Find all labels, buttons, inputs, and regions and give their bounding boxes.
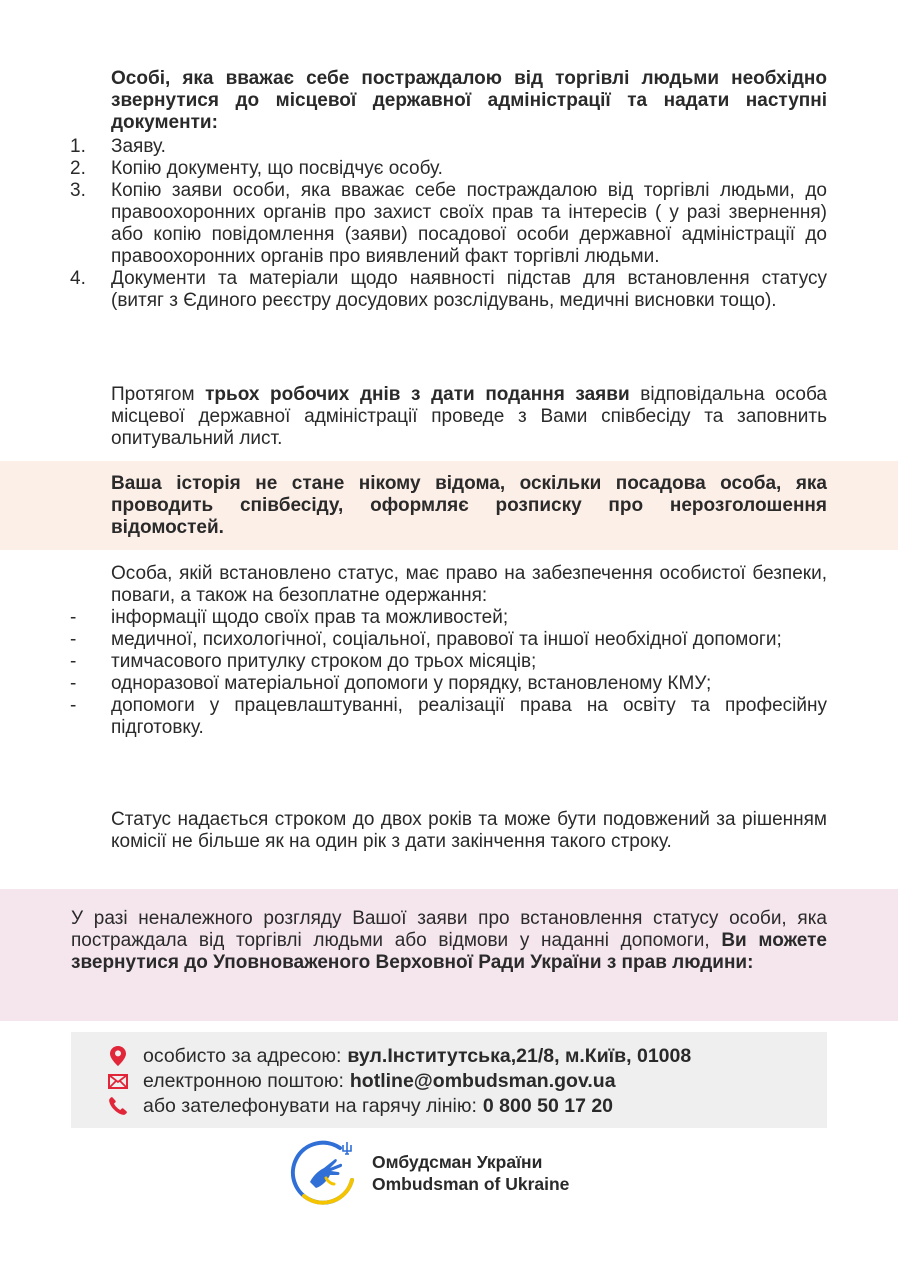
appeal-text: У разі неналежного розгляду Вашої заяви про встановлення статусу особи, яка постраждала від торгівлі людьми або відмови у наданні допомоги, [71, 908, 827, 951]
list-item-text: допомоги у працевлаштуванні, реалізації права на освіту та професійну підготовку. [111, 695, 827, 738]
list-item [0, 673, 827, 695]
contact-value[interactable]: hotline@ombudsman.gov.ua [349, 1070, 616, 1092]
list-number: 2. [70, 158, 86, 179]
contact-value: вул.Інститутська,21/8, м.Київ, 01008 [347, 1045, 692, 1067]
intro-heading: Особі, яка вважає себе постраждалою від торгівлі людьми необхідно звернутися до місцевої державної адміністрації та надати наступні документи: [111, 68, 827, 133]
dash-bullet: - [70, 673, 77, 694]
logo-title-ua: Омбудсман України [372, 1152, 543, 1172]
ombudsman-emblem-icon [290, 1140, 360, 1206]
contact-label: або зателефонувати на гарячу лінію: [143, 1095, 477, 1117]
list-item [0, 136, 827, 158]
list-item-text: тимчасового притулку строком до трьох місяців; [111, 651, 537, 672]
location-pin-icon [107, 1045, 129, 1067]
rights-list [0, 607, 827, 739]
list-item-text: інформації щодо своїх прав та можливостей; [111, 607, 509, 628]
list-item-text: медичної, психологічної, соціальної, правової та іншої необхідної допомоги; [111, 629, 782, 650]
logo-title-en: Ombudsman of Ukraine [372, 1174, 570, 1194]
contact-label: особисто за адресою: [143, 1045, 342, 1067]
contact-value[interactable]: 0 800 50 17 20 [482, 1095, 614, 1117]
dash-bullet: - [70, 651, 77, 672]
interview-text-post: відповідальна особа місцевої державної адміністрації проведе з Вами співбесіду та заповнить опитувальний лист. [111, 384, 827, 449]
list-item [0, 607, 827, 629]
list-item-text: Копію документу, що посвідчує особу. [111, 158, 443, 179]
interview-text-pre: Протягом [111, 384, 206, 405]
contact-address [107, 1044, 691, 1068]
status-term-paragraph: Статус надається строком до двох років та може бути подовжений за рішенням комісії не більше як на один рік з дати закінчення такого строку. [111, 809, 827, 852]
contact-email [107, 1069, 616, 1093]
contact-label: електронною поштою: [143, 1070, 344, 1092]
interview-text-bold: трьох робочих днів з дати подання заяви [205, 384, 630, 405]
dash-bullet: - [70, 695, 77, 716]
contact-phone [107, 1094, 613, 1118]
appeal-text-bold: Ви можете звернутися до Уповноваженого Верховної Ради України з прав людини: [71, 930, 827, 973]
phone-icon [107, 1095, 129, 1117]
list-number: 4. [70, 268, 86, 289]
contact-box [71, 1032, 827, 1128]
list-number: 3. [70, 180, 86, 201]
list-number: 1. [70, 136, 86, 157]
privacy-notice: Ваша історія не стане нікому відома, оскільки посадова особа, яка проводить співбесіду, оформляє розписку про нерозголошення відомостей. [111, 473, 827, 538]
dash-bullet: - [70, 629, 77, 650]
list-item [0, 180, 827, 268]
envelope-icon [107, 1070, 129, 1092]
list-item [0, 629, 827, 651]
list-item [0, 268, 827, 312]
appeal-paragraph [71, 908, 827, 974]
rights-intro: Особа, якій встановлено статус, має право на забезпечення особистої безпеки, поваги, а також на безоплатне одержання: [111, 563, 827, 606]
documents-list [0, 136, 827, 312]
list-item [0, 158, 827, 180]
list-item [0, 651, 827, 673]
list-item-text: Копію заяви особи, яка вважає себе постраждалою від торгівлі людьми, до правоохоронних органів про захист своїх прав та інтересів ( у разі звернення) або копію повідомлення (заяви) посадової особи державної адміністрації до правоохоронних органів про виявлений факт торгівлі людьми. [111, 180, 827, 267]
ombudsman-logo [290, 1140, 569, 1206]
list-item-text: одноразової матеріальної допомоги у порядку, встановленому КМУ; [111, 673, 712, 694]
list-item-text: Заяву. [111, 136, 166, 157]
interview-paragraph [111, 384, 827, 450]
dash-bullet: - [70, 607, 77, 628]
list-item-text: Документи та матеріали щодо наявності підстав для встановлення статусу (витяг з Єдиного реєстру досудових розслідувань, медичні висновки тощо). [111, 268, 827, 311]
list-item [0, 695, 827, 739]
